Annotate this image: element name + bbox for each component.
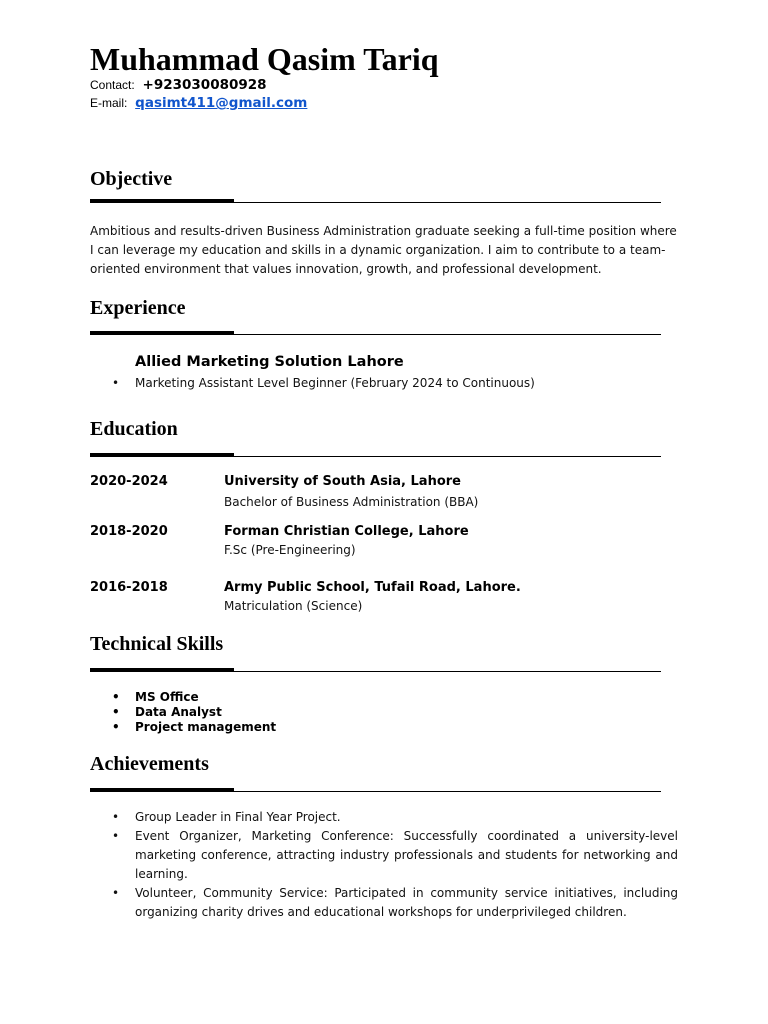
- email-label: E-mail:: [90, 96, 128, 110]
- skill-label: Project management: [135, 720, 277, 734]
- education-degree: Bachelor of Business Administration (BBA): [224, 495, 479, 509]
- company-name: Allied Marketing Solution Lahore: [135, 354, 404, 370]
- email-link[interactable]: qasimt411@gmail.com: [135, 95, 308, 111]
- achievements-list: [112, 808, 678, 922]
- bullet-icon: •: [112, 810, 120, 824]
- skills-divider: [90, 671, 661, 672]
- contact-row: [90, 76, 267, 94]
- achievements-divider: [90, 791, 661, 792]
- achievements-heading: Achievements: [90, 753, 209, 775]
- achievement-text: Volunteer, Community Service: Participated in community service initiatives, including organizing charity drives and educational workshops for underprivileged children.: [135, 886, 678, 919]
- experience-divider: [90, 334, 661, 335]
- achievement-item: [112, 884, 678, 922]
- education-school: University of South Asia, Lahore: [224, 474, 461, 489]
- achievement-text: Group Leader in Final Year Project.: [135, 810, 341, 824]
- education-heading: Education: [90, 418, 178, 440]
- education-years: 2018-2020: [90, 524, 168, 539]
- experience-role: Marketing Assistant Level Beginner (February 2024 to Continuous): [135, 376, 535, 390]
- contact-label: Contact:: [90, 78, 135, 92]
- phone-number: +923030080928: [142, 77, 267, 93]
- skill-label: Data Analyst: [135, 705, 222, 719]
- bullet-icon: •: [112, 376, 120, 390]
- candidate-name: Muhammad Qasim Tariq: [90, 41, 439, 77]
- bullet-icon: •: [112, 720, 120, 734]
- experience-heading: Experience: [90, 297, 186, 319]
- achievement-item: [112, 808, 678, 827]
- education-divider: [90, 456, 661, 457]
- skills-heading: Technical Skills: [90, 633, 224, 655]
- bullet-icon: •: [112, 690, 120, 704]
- experience-role-item: [112, 376, 535, 390]
- education-degree: F.Sc (Pre-Engineering): [224, 543, 356, 557]
- email-row: [90, 94, 307, 112]
- objective-text: Ambitious and results-driven Business Administration graduate seeking a full-time position where I can leverage my education and skills in a dynamic organization. I aim to contribute to a team-oriented environment that values innovation, growth, and professional development.: [90, 224, 677, 276]
- skill-item: [112, 690, 276, 705]
- bullet-icon: •: [112, 886, 120, 900]
- achievement-item: [112, 827, 678, 884]
- bullet-icon: •: [112, 705, 120, 719]
- education-school: Forman Christian College, Lahore: [224, 524, 469, 539]
- education-school: Army Public School, Tufail Road, Lahore.: [224, 580, 521, 595]
- skill-item: [112, 720, 276, 735]
- skills-list: [112, 690, 276, 735]
- education-degree: Matriculation (Science): [224, 599, 363, 613]
- bullet-icon: •: [112, 829, 120, 843]
- objective-divider: [90, 202, 661, 203]
- objective-heading: Objective: [90, 168, 173, 190]
- education-years: 2016-2018: [90, 580, 168, 595]
- achievement-text: Event Organizer, Marketing Conference: Successfully coordinated a university-level marketing conference, attracting industry professionals and students for networking and learning.: [135, 829, 678, 881]
- skill-label: MS Office: [135, 690, 199, 704]
- skill-item: [112, 705, 276, 720]
- education-years: 2020-2024: [90, 474, 168, 489]
